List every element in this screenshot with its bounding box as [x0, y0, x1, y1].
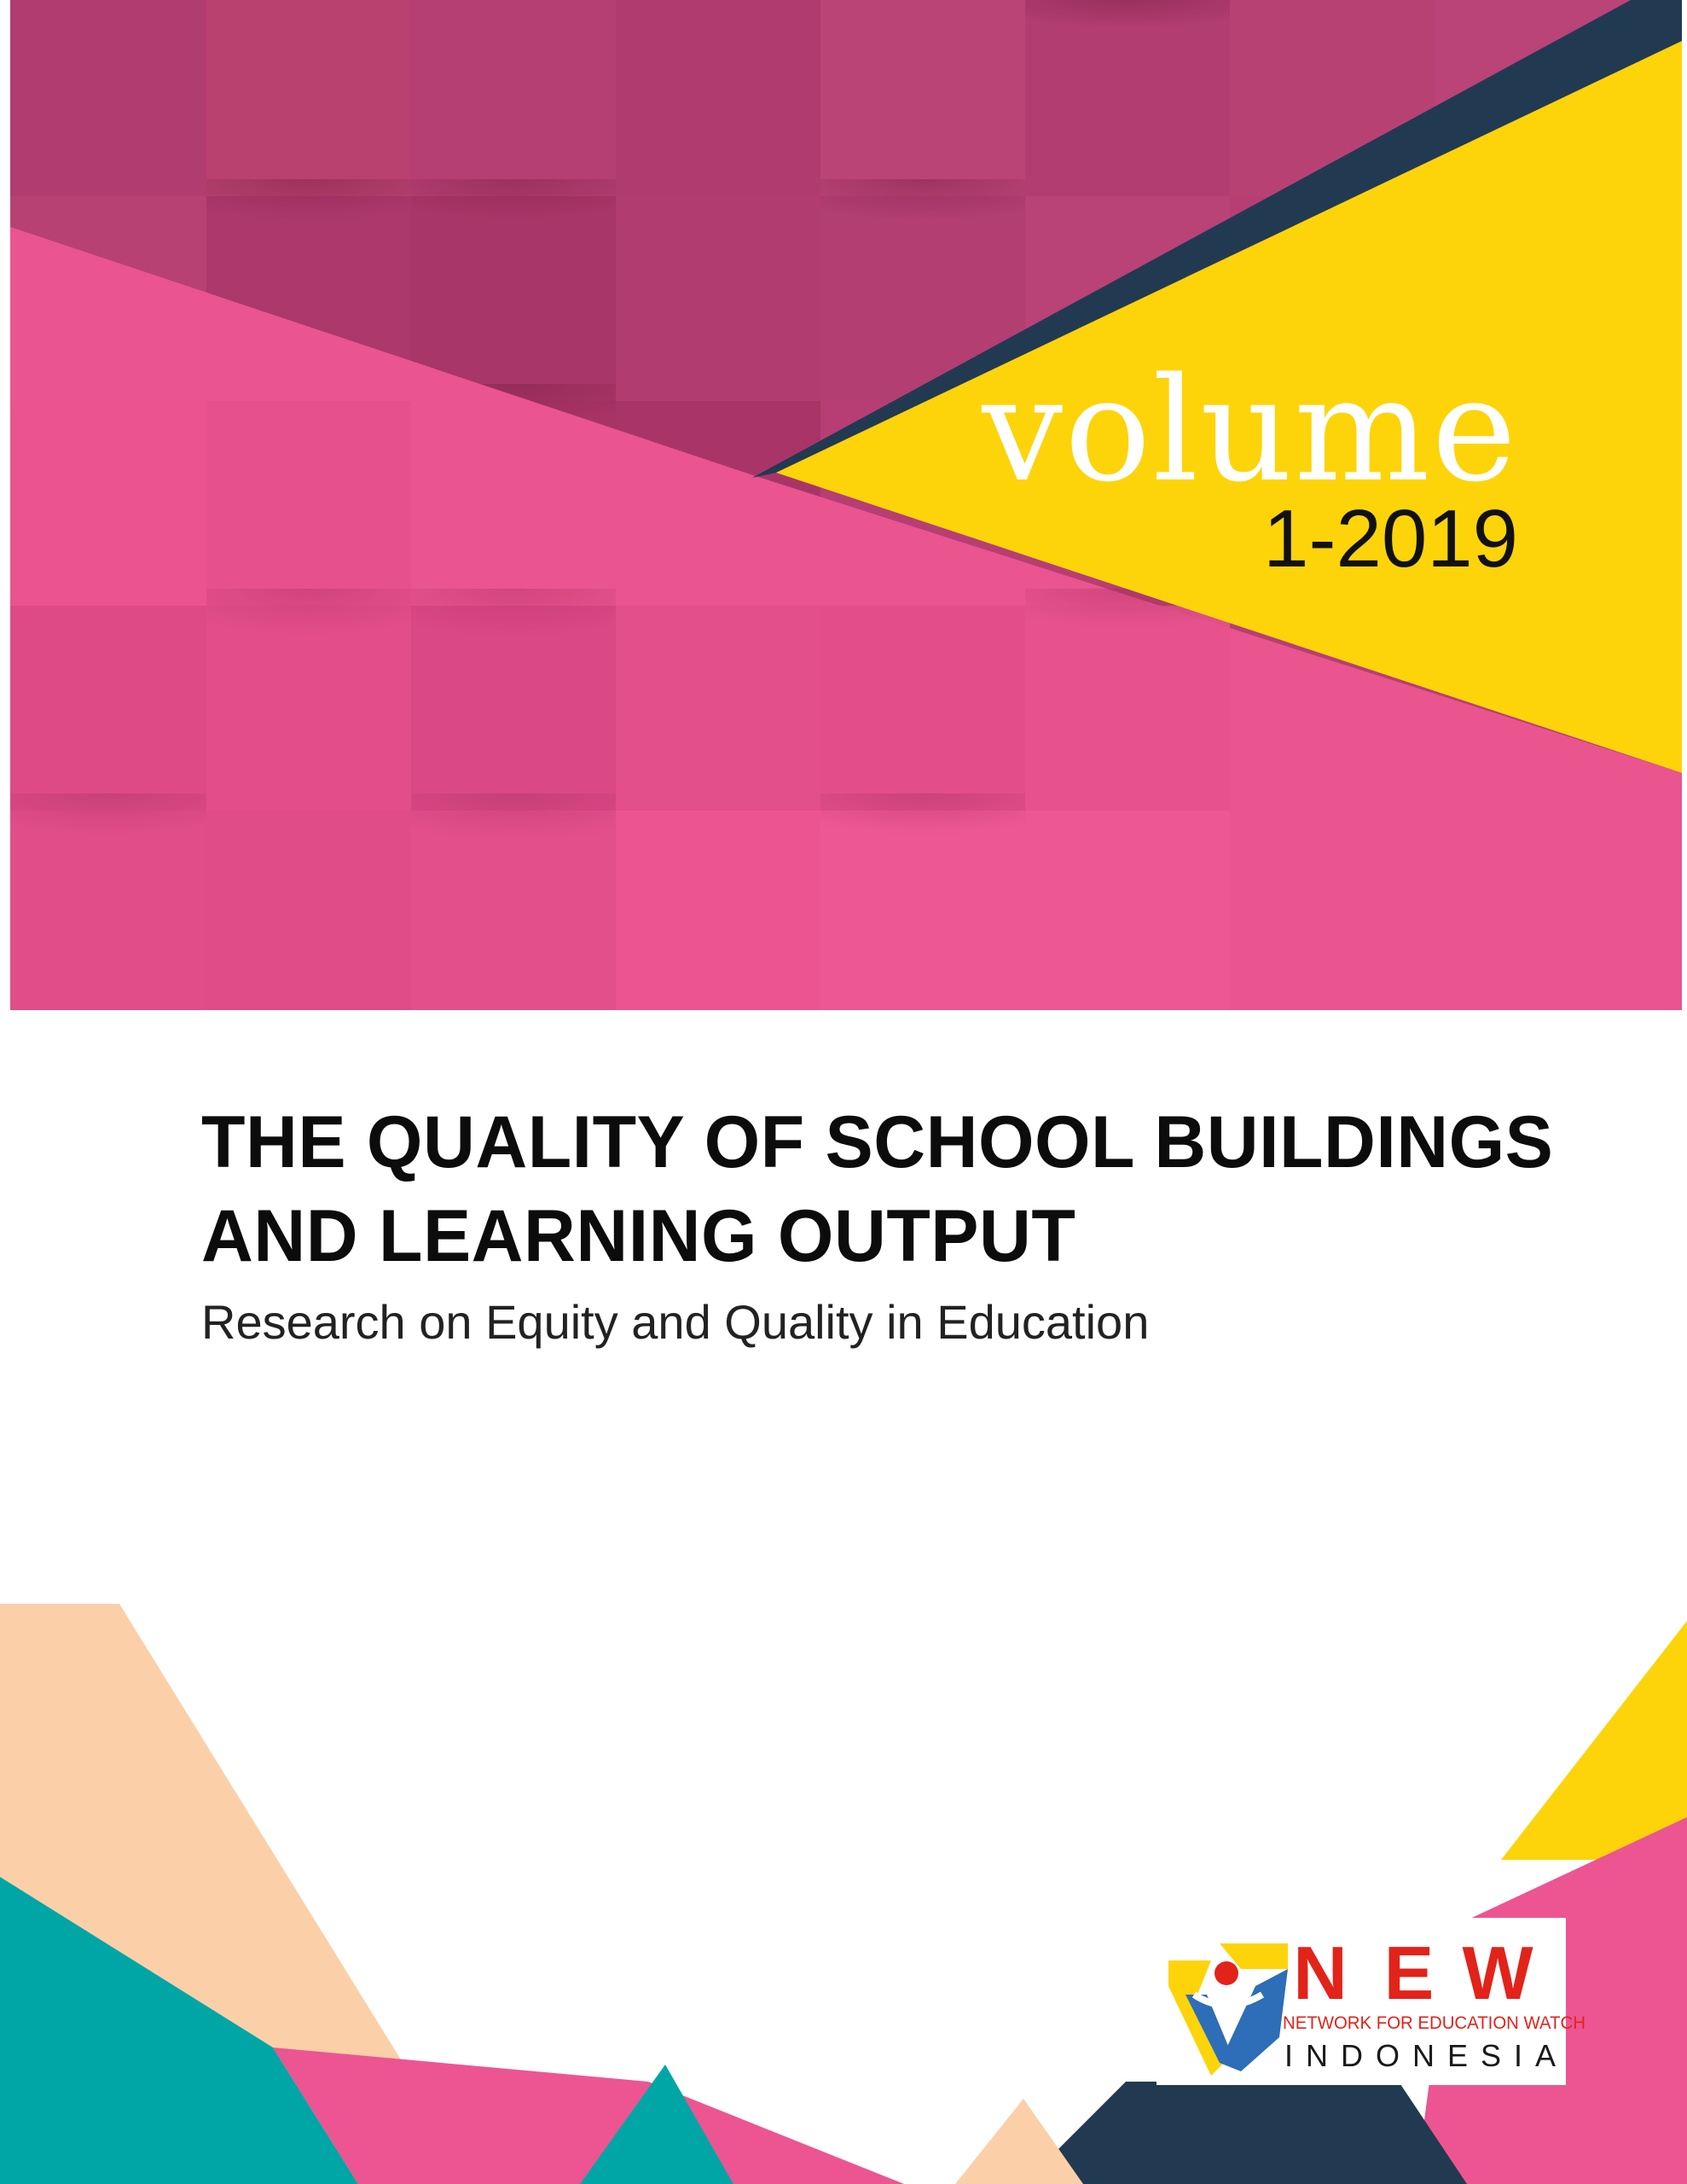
- peach-shape-bottom-right: [955, 2099, 1083, 2184]
- logo-country: INDONESIA: [1284, 2038, 1569, 2073]
- navy-shape-bottom-right: [1023, 2082, 1467, 2184]
- logo-letter-n: N: [1293, 1931, 1348, 2015]
- logo-tagline: NETWORK FOR EDUCATION WATCH: [1283, 2013, 1586, 2033]
- title-block: [201, 1095, 1554, 1356]
- volume-label: volume: [982, 346, 1518, 514]
- logo-letter-w: W: [1462, 1931, 1533, 2015]
- cover-footer-graphic: [0, 1604, 1687, 2184]
- pink-shape-bottom-left: [273, 2048, 904, 2184]
- report-title-line-1: THE QUALITY OF SCHOOL BUILDINGS: [201, 1101, 1554, 1183]
- new-indonesia-logo: [1157, 1918, 1586, 2085]
- logo-wordmark: [1276, 1931, 1557, 2015]
- figure-in-hands-icon: [1160, 1935, 1288, 2080]
- logo-letter-e: E: [1383, 1931, 1435, 2015]
- volume-number: 1-2019: [1263, 493, 1518, 584]
- yellow-shape-right: [1501, 1621, 1687, 1860]
- report-subtitle: Research on Equity and Quality in Education: [201, 1295, 1150, 1349]
- report-title-line-2: AND LEARNING OUTPUT: [201, 1195, 1076, 1277]
